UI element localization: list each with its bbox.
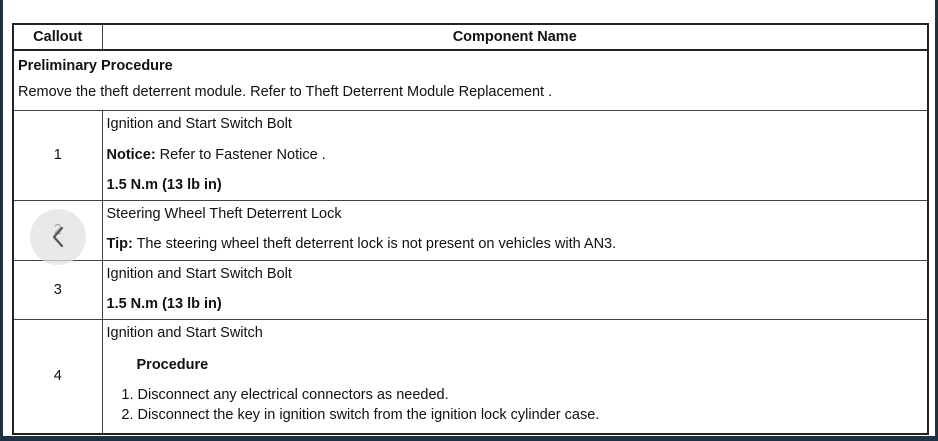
table-header-row [13, 24, 928, 50]
component-cell [102, 111, 928, 201]
document-page [3, 0, 935, 436]
procedure-steps [107, 387, 928, 423]
callout-number: 3 [13, 261, 102, 320]
preliminary-row [13, 50, 928, 111]
procedure-heading: Procedure [136, 356, 209, 373]
preliminary-text: Remove the theft deterrent module. Refer to Theft Deterrent Module Replacement . [18, 84, 553, 100]
preliminary-cell [13, 50, 928, 111]
procedure-step: 1. Disconnect any electrical connectors as needed. [138, 387, 928, 404]
table-row [13, 320, 928, 434]
component-cell [102, 201, 928, 261]
preliminary-heading: Preliminary Procedure [18, 58, 173, 74]
table-row [13, 261, 928, 320]
component-cell [102, 320, 928, 434]
tip-line [107, 236, 928, 253]
tip-text: The steering wheel theft deterrent lock is not present on vehicles with AN3. [132, 235, 617, 252]
chevron-left-icon [49, 225, 67, 249]
tip-label: Tip: [106, 235, 133, 252]
torque-spec: 1.5 N.m (13 lb in) [106, 295, 222, 312]
torque-spec: 1.5 N.m (13 lb in) [106, 177, 222, 194]
component-name: Ignition and Start Switch Bolt [106, 116, 292, 132]
component-name: Ignition and Start Switch [106, 325, 263, 341]
notice-text: Refer to Fastener Notice . [155, 146, 326, 163]
table-row [13, 111, 928, 201]
component-name: Ignition and Start Switch Bolt [106, 266, 292, 282]
component-cell [102, 261, 928, 320]
header-callout: Callout [13, 24, 102, 50]
callout-number: 1 [13, 111, 102, 201]
callout-number: 4 [13, 320, 102, 434]
header-component-name: Component Name [102, 24, 928, 50]
notice-label: Notice: [106, 146, 156, 163]
procedure-step: 2. Disconnect the key in ignition switch from the ignition lock cylinder case. [138, 407, 928, 424]
table-row [13, 201, 928, 261]
component-name: Steering Wheel Theft Deterrent Lock [106, 206, 342, 222]
back-button[interactable] [30, 209, 86, 265]
components-table [12, 23, 929, 435]
notice-line [107, 147, 928, 164]
